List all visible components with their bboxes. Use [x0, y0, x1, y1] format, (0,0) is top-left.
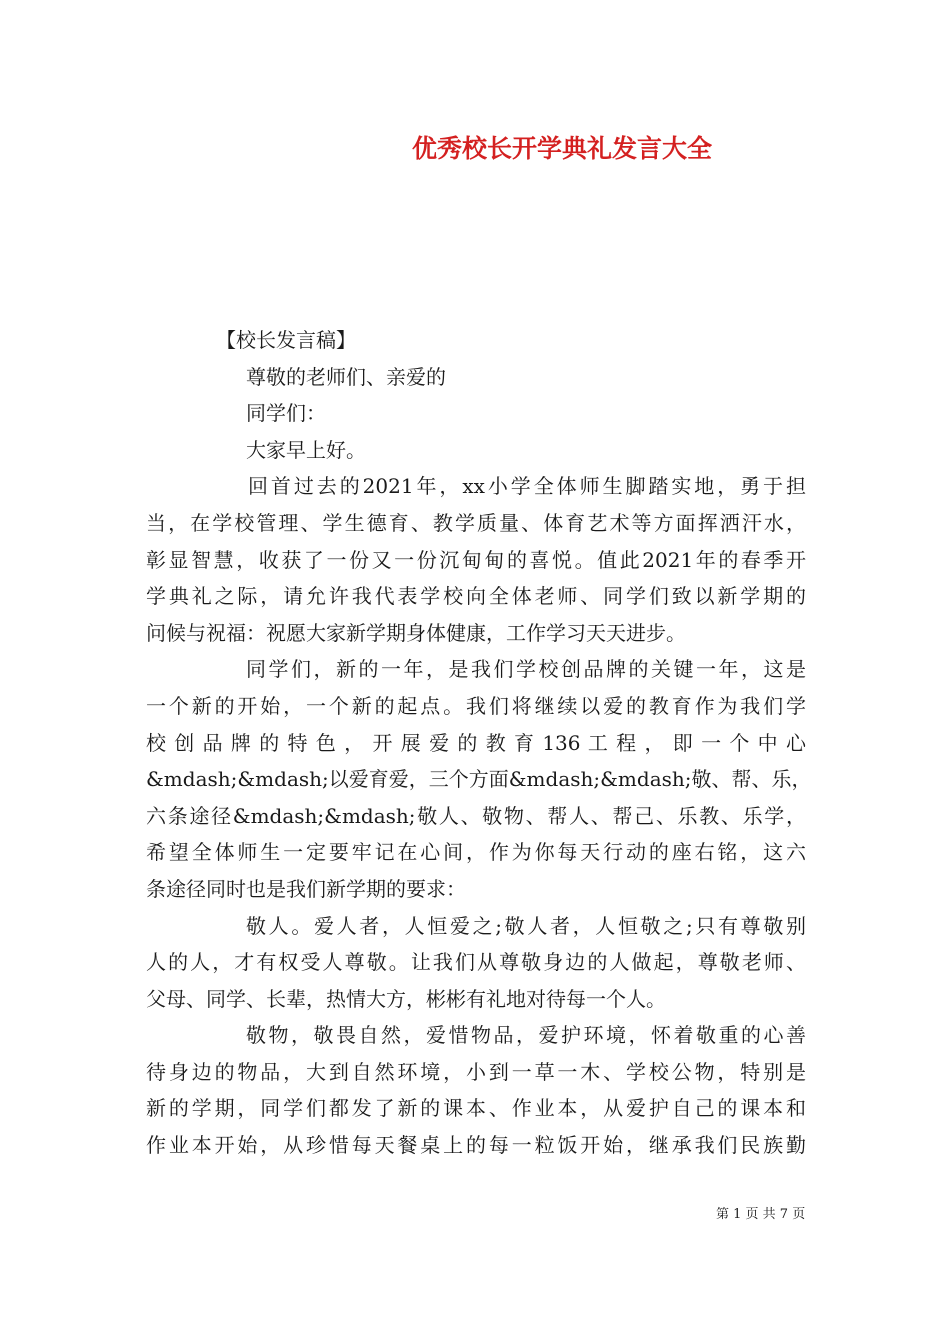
paragraph-line: 学典礼之际，请允许我代表学校向全体老师、同学们致以新学期的 [146, 584, 806, 609]
document-title: 优秀校长开学典礼发言大全 [412, 134, 713, 163]
greeting-line: 大家早上好。 [246, 437, 366, 462]
paragraph-line: 当，在学校管理、学生德育、教学质量、体育艺术等方面挥洒汗水， [146, 510, 806, 535]
salutation-line: 同学们： [246, 401, 326, 426]
paragraph-line: 父母、同学、长辈，热情大方，彬彬有礼地对待每一个人。 [146, 986, 666, 1011]
paragraph-line: 问候与祝福：祝愿大家新学期身体健康，工作学习天天进步。 [146, 620, 686, 645]
paragraph-line: 条途径同时也是我们新学期的要求： [146, 876, 466, 901]
paragraph-line: 同学们，新的一年，是我们学校创品牌的关键一年，这是 [246, 657, 806, 682]
paragraph-line: 人的人，才有权受人尊敬。让我们从尊敬身边的人做起，尊敬老师、 [146, 950, 806, 975]
paragraph-line: 校 创 品 牌 的 特 色 ， 开 展 爱 的 教 育 136 工 程 ， 即 一 个 中 心 [146, 730, 806, 755]
paragraph-line: 一个新的开始，一个新的起点。我们将继续以爱的教育作为我们学 [146, 693, 806, 718]
paragraph-line: 彰显智慧，收获了一份又一份沉甸甸的喜悦。值此2021年的春季开 [146, 547, 806, 572]
salutation-line: 尊敬的老师们、亲爱的 [246, 364, 446, 389]
paragraph-line: 作业本开始，从珍惜每天餐桌上的每一粒饭开始，继承我们民族勤 [146, 1133, 806, 1158]
paragraph-line: 回首过去的2021年，xx小学全体师生脚踏实地，勇于担 [248, 474, 806, 499]
page-number-footer: 第 1 页 共 7 页 [716, 1207, 806, 1222]
paragraph-line: 新的学期，同学们都发了新的课本、作业本，从爱护自己的课本和 [146, 1096, 806, 1121]
section-label: 【校长发言稿】 [216, 328, 356, 352]
paragraph-line: 六条途径&mdash;&mdash;敬人、敬物、帮人、帮己、乐教、乐学， [146, 803, 806, 828]
paragraph-line: 敬物，敬畏自然，爱惜物品，爱护环境，怀着敬重的心善 [246, 1023, 806, 1048]
paragraph-line: 待身边的物品，大到自然环境，小到一草一木、学校公物，特别是 [146, 1059, 806, 1084]
paragraph-line: &mdash;&mdash;以爱育爱，三个方面&mdash;&mdash;敬、帮、乐， [146, 767, 812, 792]
paragraph-line: 希望全体师生一定要牢记在心间，作为你每天行动的座右铭，这六 [146, 840, 806, 865]
paragraph-line: 敬人。爱人者，人恒爱之;敬人者，人恒敬之;只有尊敬别 [246, 913, 806, 938]
document-body [146, 322, 812, 1164]
